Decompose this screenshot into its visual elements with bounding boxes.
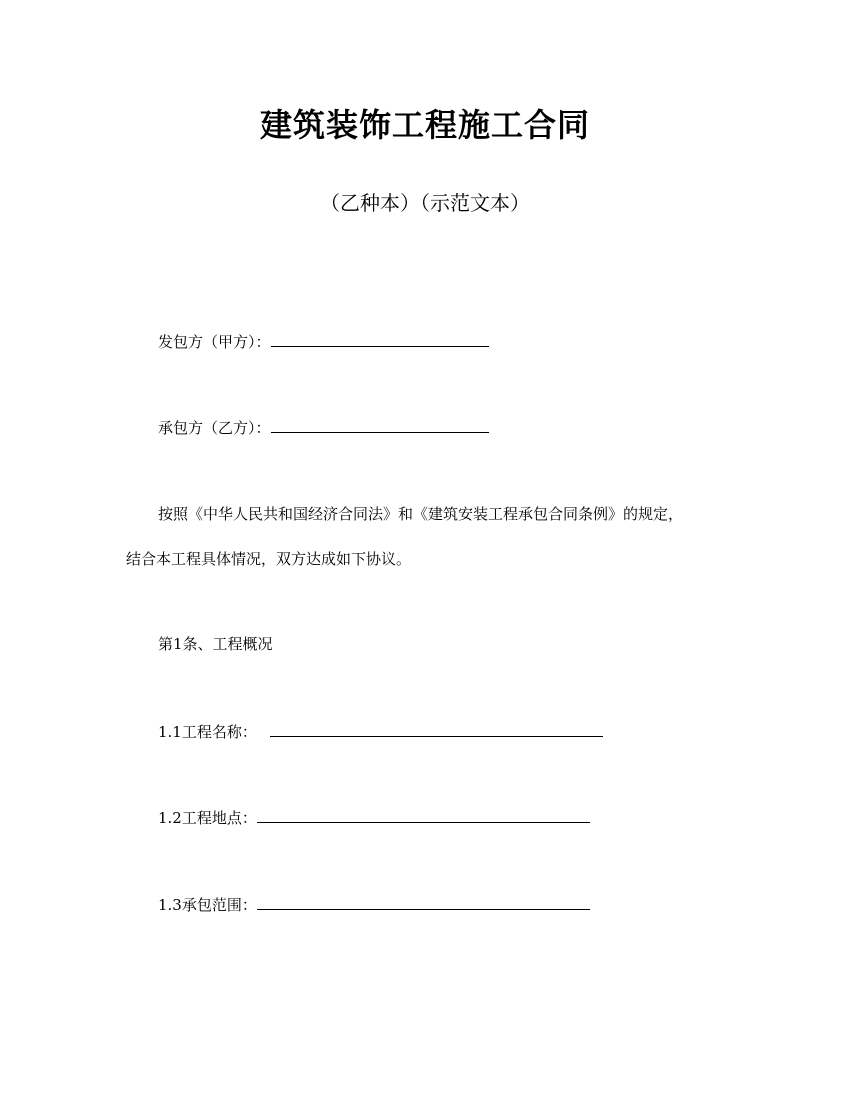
document-title: 建筑装饰工程施工合同 [259, 106, 590, 144]
party-b-label: 承包方（乙方）： [158, 419, 271, 437]
document-subtitle: （乙种本）（示范文本） [320, 191, 530, 215]
party-a-label: 发包方（甲方）： [158, 333, 271, 351]
item-1-3-row [158, 895, 590, 915]
party-a-row [158, 332, 489, 352]
preamble-line-1: 按照《中华人民共和国经济合同法》和《建筑安装工程承包合同条例》的规定， [158, 505, 684, 523]
item-1-1-label: 1.1工程名称： [158, 723, 257, 741]
item-1-1-row [158, 722, 603, 742]
item-1-3-blank [257, 895, 590, 910]
item-1-2-blank [257, 808, 590, 823]
item-1-2-label: 1.2工程地点： [158, 809, 257, 827]
party-b-blank [271, 418, 489, 433]
party-a-blank [271, 332, 489, 347]
item-1-1-blank [270, 722, 603, 737]
party-b-row [158, 418, 489, 438]
preamble-line-2: 结合本工程具体情况，双方达成如下协议。 [126, 550, 412, 568]
item-1-3-label: 1.3承包范围： [158, 896, 257, 914]
item-1-2-row [158, 808, 590, 828]
article-1-heading: 第1条、工程概况 [158, 635, 273, 653]
